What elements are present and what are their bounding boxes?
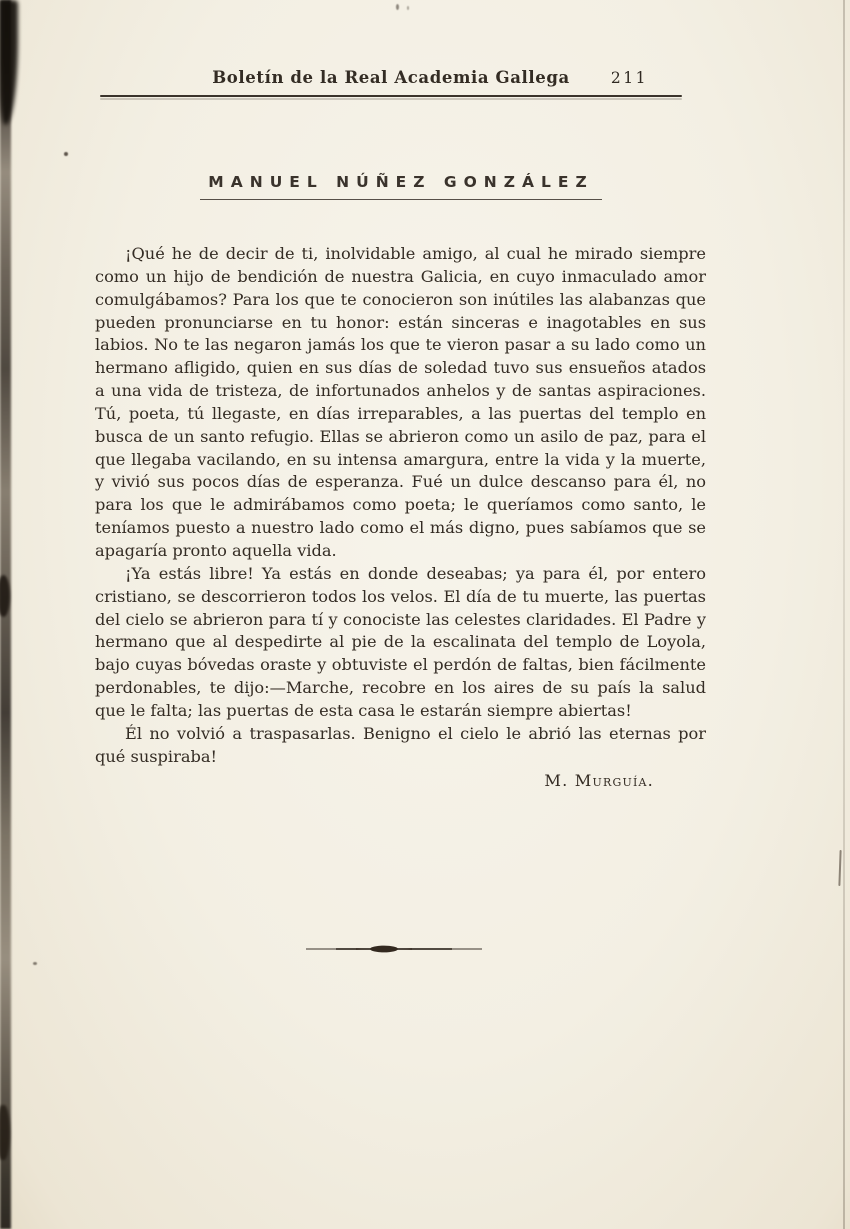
scan-speck-artifact (407, 6, 409, 10)
header-rule (100, 95, 682, 97)
paragraph: ¡Ya estás libre! Ya estás en donde deseabas; ya para él, por entero cristiano, se descorrieron todos los velos. El día de tu muerte, las puertas del cielo se abrieron para tí y conociste las celestes claridades. El Padre y hermano que al despedirte al pie de la escalinata del templo de Loyola, bajo cuyas bóvedas oraste y obtuviste el perdón de faltas, bien fácilmente perdonables, te dijo:—Marche, recobre en los aires de su país la salud que le falta; las puertas de esta casa le estarán siempre abiertas! (95, 563, 706, 720)
article-title-wrap (95, 172, 707, 200)
paragraph: ¡Qué he de decir de ti, inolvidable amigo, al cual he mirado siempre como un hijo de bendición de nuestra Galicia, en cuyo inmaculado amor comulgábamos? Para los que te conocieron son inútiles las alabanzas que pueden pronunciarse en tu honor: están sinceras e inagotables en sus labios. No te las negaron jamás los que te vieron pasar a su lado como un hermano afligido, quien en sus días de soledad tuvo sus ensueños atados a una vida de tristeza, de infortunados anhelos y de santas aspiraciones. Tú, poeta, tú llegaste, en días irreparables, a las puertas del templo en busca de un santo refugio. Ellas se abrieron como un asilo de paz, para el que llegaba vacilando, en su intensa amargura, entre la vida y la muerte, y vivió sus pocos días de esperanza. Fué un dulce descanso para él, no para los que le admirábamos como poeta; le queríamos como santo, le teníamos puesto a nuestro lado como el más digno, pues sabíamos que se apagaría pronto aquella vida. (95, 244, 706, 560)
paragraph: Él no volvió a traspasarlas. Benigno el cielo le abrió las eternas por qué suspiraba! (95, 723, 706, 766)
scan-speck-artifact (396, 4, 399, 10)
author-signature: M. Murguía. (544, 771, 654, 791)
article-body (95, 243, 706, 793)
divider-rule-icon (306, 942, 482, 956)
scan-edge-right-artifact (843, 0, 845, 1229)
page-header (100, 68, 682, 87)
scan-mark-artifact (838, 850, 841, 886)
scan-speck-artifact (33, 962, 37, 965)
article-title: MANUEL NÚÑEZ GONZÁLEZ (200, 173, 601, 200)
page-number: 211 (610, 69, 648, 87)
journal-title: Boletín de la Real Academia Gallega (212, 68, 570, 87)
scan-corner-artifact (0, 0, 18, 125)
end-divider-ornament (306, 941, 482, 955)
scan-speck-artifact (64, 152, 68, 156)
